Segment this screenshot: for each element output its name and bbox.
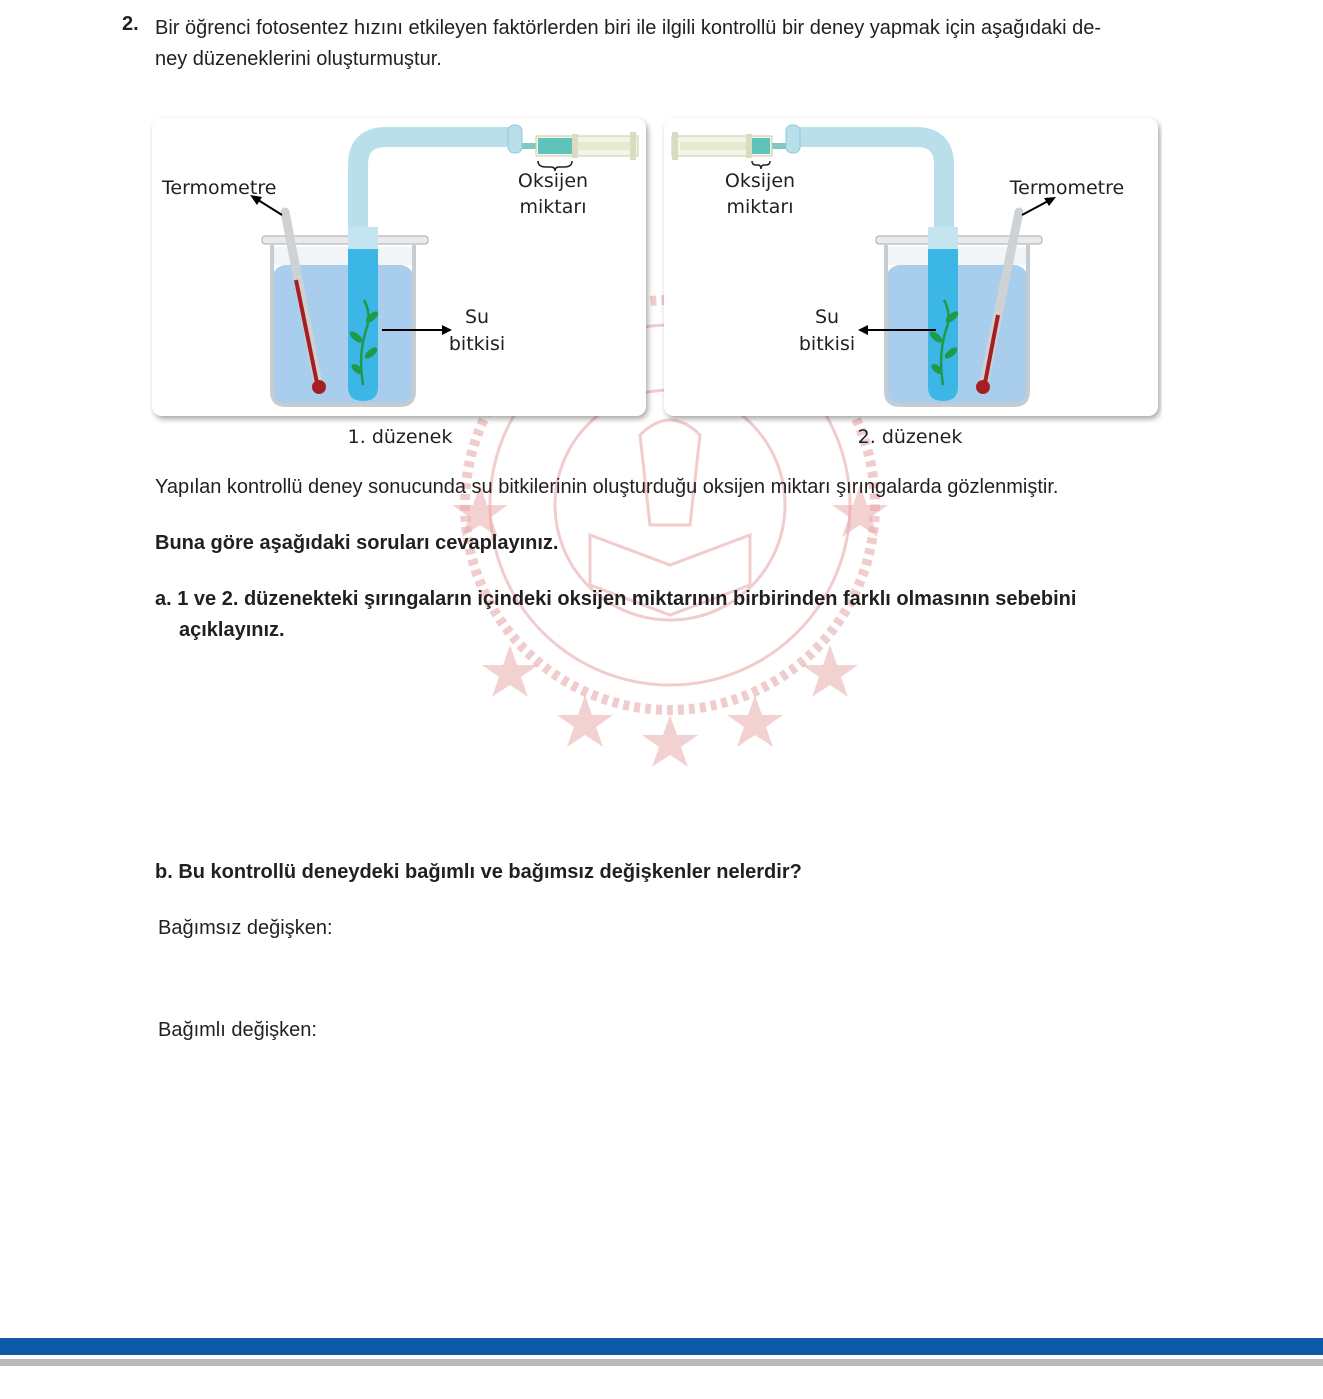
setup-2 [664, 118, 1158, 416]
setup-2-plant-label-line1: Su [814, 306, 840, 328]
setup-1-syringe [522, 132, 638, 160]
dependent-variable-label: Bağımlı değişken: [158, 1019, 317, 1041]
part-b-question: b. Bu kontrollü deneydeki bağımlı ve bağımsız değişkenler nelerdir? [155, 861, 802, 883]
setup-1 [152, 118, 646, 416]
part-a-line1: a. 1 ve 2. düzenekteki şırıngaların içindeki oksijen miktarının birbirinden farklı olmasının sebebini [155, 588, 1077, 610]
question-intro-line1: Bir öğrenci fotosentez hızını etkileyen faktörlerden biri ile ilgili kontrollü bir deney yapmak için aşağıdaki de- [155, 17, 1102, 39]
independent-variable-label: Bağımsız değişken: [158, 917, 333, 939]
setup-2-caption: 2. düzenek [857, 426, 963, 448]
observation-text: Yapılan kontrollü deney sonucunda su bitkilerinin oluşturduğu oksijen miktarı şırıngalarda gözlenmiştir. [155, 476, 1059, 498]
setup-1-caption: 1. düzenek [347, 426, 453, 448]
setup-2-oxygen-label-line1: Oksijen [724, 170, 796, 192]
part-a-question [155, 584, 1215, 646]
setup-1-plant-label-line2: bitkisi [448, 333, 506, 355]
setup-2-oxygen-volume [752, 138, 770, 154]
footer-bar-blue [0, 1338, 1323, 1355]
setup-2-syringe [672, 132, 786, 160]
setup-2-beaker [876, 236, 1042, 405]
footer-bar-gray [0, 1359, 1323, 1366]
instruction-text: Buna göre aşağıdaki soruları cevaplayınız. [155, 532, 559, 554]
question-number: 2. [122, 13, 139, 35]
setup-1-oxygen-label-line1: Oksijen [517, 170, 589, 192]
setup-1-plant-label-line1: Su [464, 306, 490, 328]
setup-2-oxygen-label-line2: miktarı [726, 196, 794, 218]
question-intro [155, 13, 1225, 75]
setup-2-plant-label-line2: bitkisi [798, 333, 856, 355]
setup-1-oxygen-label-line2: miktarı [519, 196, 587, 218]
experiment-figure [150, 115, 1162, 455]
part-a-line2: açıklayınız. [179, 619, 285, 641]
setup-2-thermometer-label: Termometre [1009, 177, 1125, 199]
question-intro-line2: ney düzeneklerini oluşturmuştur. [155, 48, 442, 70]
setup-1-beaker [262, 236, 428, 405]
setup-1-thermometer-label: Termometre [162, 177, 277, 199]
setup-1-oxygen-volume [538, 138, 572, 154]
